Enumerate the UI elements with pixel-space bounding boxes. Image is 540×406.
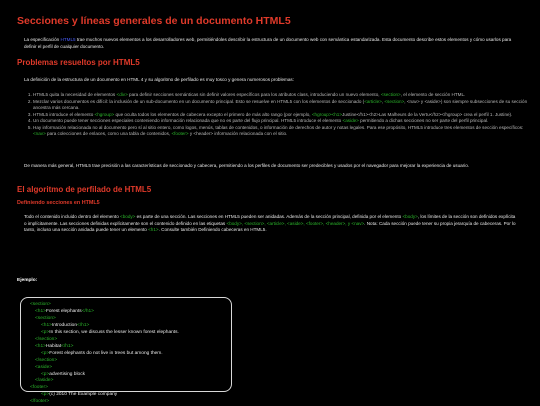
code-line [30, 378, 222, 385]
item-text: HTML5 introduce el elemento [33, 111, 95, 117]
inline-code: <nav> [33, 131, 46, 137]
code-text: In this section, we discuss the lesser known forest elephants. [49, 329, 179, 335]
code-line [30, 392, 222, 399]
inline-code: <aside> [342, 118, 359, 124]
example-label: Ejemplo: [17, 278, 38, 283]
code-tag: <section> [35, 315, 56, 321]
inline-code: <body> [120, 214, 136, 219]
code-line [30, 344, 222, 351]
item-text: que oculta todos los elementos de cabecera excepto el primero de más alto rango (por ejemplo, [114, 111, 312, 117]
item-text: , [381, 98, 385, 104]
item-text: Justine</h1><h2>Las Malheurs de la Vertu</h2></hgroup> crea el perfil 1. Justine). [342, 111, 513, 117]
code-tag: <h1> [35, 308, 46, 314]
code-text: (c) 2010 The Example company [49, 392, 118, 398]
code-tag: <p> [41, 350, 50, 356]
inline-code: <section> [380, 92, 401, 97]
problems-lead: La definición de la estructura de un documento en HTML 4 y su algoritmo de perfilado es muy tosco y genera numerosos problemas: [24, 77, 294, 82]
item-text: Hay información relacionada no al documento pero sí al sitio entero, como logos, menús, tablas de contenidos, o información de derechos de autor y notas legales. Para ese propósito, HTML5 introduce tres elementos de sección específicos: [33, 124, 524, 130]
item-text: HTML5 quita la necesidad de elementos [33, 92, 117, 97]
inline-code: <div> [116, 92, 128, 97]
code-text: Introduction [51, 322, 78, 328]
body-text: . Consulte también Definiendo cabeceras en HTML5. [158, 227, 267, 233]
body-text: Todo el contenido incluido dentro del elemento [24, 214, 121, 219]
code-tag: </h1> [81, 308, 94, 314]
code-tag: </aside> [35, 378, 54, 384]
code-tag: </h1> [61, 343, 74, 349]
code-line [30, 399, 222, 406]
code-tag: <p> [41, 371, 50, 377]
body-text: . Nota: Cada sección puede tener su propia jerarquía de cabeceras. Por lo tanto, incluso una sección anidada puede tener un elemento [24, 220, 516, 233]
item-text: permitiendo a dichas secciones no ser parte del perfil principal. [358, 118, 489, 124]
problems-closing: De manera más general, HTML5 trae precisión a las características de seccionado y cabecera, permitiendo a los perfiles de documento ser predecibles y usados por el navegador para mejorar la experiencia de usuario. [24, 163, 470, 168]
item-text: y <header> información relacionada con el sitio. [188, 131, 288, 137]
code-tag: <section> [30, 302, 51, 307]
code-tag: <footer> [30, 385, 48, 391]
code-line [30, 316, 222, 323]
item-text: , <nav> y <aside>) son siempre subsecciones de su sección ancestra más cercana. [33, 98, 528, 111]
sections-paragraph [24, 214, 519, 234]
inline-code: <h1> [148, 227, 159, 233]
item-text: , el elemento de sección HTML. [400, 92, 466, 97]
inline-code: <hgroup><h1> [311, 111, 343, 117]
code-example-box [20, 297, 232, 405]
code-line [30, 302, 222, 309]
item-text: para colecciones de enlaces, como una tabla de contenidos, [45, 131, 172, 137]
problem-item [33, 99, 531, 112]
code-line [30, 330, 222, 337]
intro-text-rest: trae muchos nuevos elementos a los desarrolladores web, permitiéndoles describir la estructura de un documento web con semántica estandarizada. Esta documento describe estos elementos y cómo usarlos para definir el perfil de cualquier documento. [24, 37, 512, 49]
code-tag: <h1> [35, 343, 46, 349]
code-line [30, 351, 222, 358]
sections-subheading: Definiendo secciones en HTML5 [17, 200, 100, 206]
inline-code: <body> [402, 214, 418, 219]
inline-code: <body>, <section>, <article>, <aside>, <footer>, <header>, y <nav> [226, 220, 365, 226]
body-text: es parte de una sección. Las secciones en HTML5 pueden ser anidadas. Además de la sección principal, definida por el elemento [135, 214, 403, 219]
intro-paragraph [24, 37, 519, 50]
algorithm-heading: El algoritmo de perfilado de HTML5 [17, 185, 152, 194]
code-line [30, 309, 222, 316]
inline-code: <article> [364, 98, 382, 104]
body-text: , los límites de la sección son definidos explícita o implícitamente. Las secciones definidas explícitamente son el contenido definido en las etiquetas [24, 214, 516, 226]
code-line [30, 323, 222, 330]
code-line [30, 372, 222, 379]
code-text: Forest elephants [45, 308, 82, 314]
intro-text: La especificación [24, 37, 61, 42]
code-tag: <h1> [41, 322, 52, 328]
code-tag: <p> [41, 329, 50, 335]
code-line [30, 337, 222, 344]
item-text: Un documento puede tener secciones especiales conteniendo información relacionada que no es parte del flujo principal. HTML5 introduce el elemento [33, 118, 343, 124]
problems-heading: Problemas resueltos por HTML5 [17, 58, 140, 67]
code-tag: </h1> [77, 322, 90, 328]
code-text: advertising block [49, 371, 86, 377]
inline-code: <footer> [171, 131, 189, 137]
code-line [30, 358, 222, 365]
item-text: para definir secciones semánticas sin definir valores específicos para los atributos class, introduciendo un nuevo elemento, [127, 92, 381, 97]
code-text: Habitat [45, 343, 62, 349]
problems-list [24, 92, 531, 138]
html5-spec-link[interactable]: HTML5 [60, 37, 76, 42]
code-tag: <aside> [35, 364, 53, 370]
page-title: Secciones y líneas generales de un documento HTML5 [17, 15, 291, 27]
code-line [30, 365, 222, 372]
code-tag: <p> [41, 392, 50, 398]
code-tag: </section> [35, 357, 58, 363]
item-text: Mezclar varios documentos es difícil: la inclusión de un sub-documento en un documento principal. Esto se resuelve en HTML5 con los elementos de seccionado ( [33, 98, 365, 104]
inline-code: <hgroup> [94, 111, 115, 117]
problem-item [33, 125, 531, 138]
code-tag: </footer> [30, 399, 50, 405]
inline-code: <section> [384, 98, 405, 104]
code-text: Forest elephants do not live in trees but among them. [49, 350, 163, 356]
code-tag: </section> [35, 336, 58, 342]
